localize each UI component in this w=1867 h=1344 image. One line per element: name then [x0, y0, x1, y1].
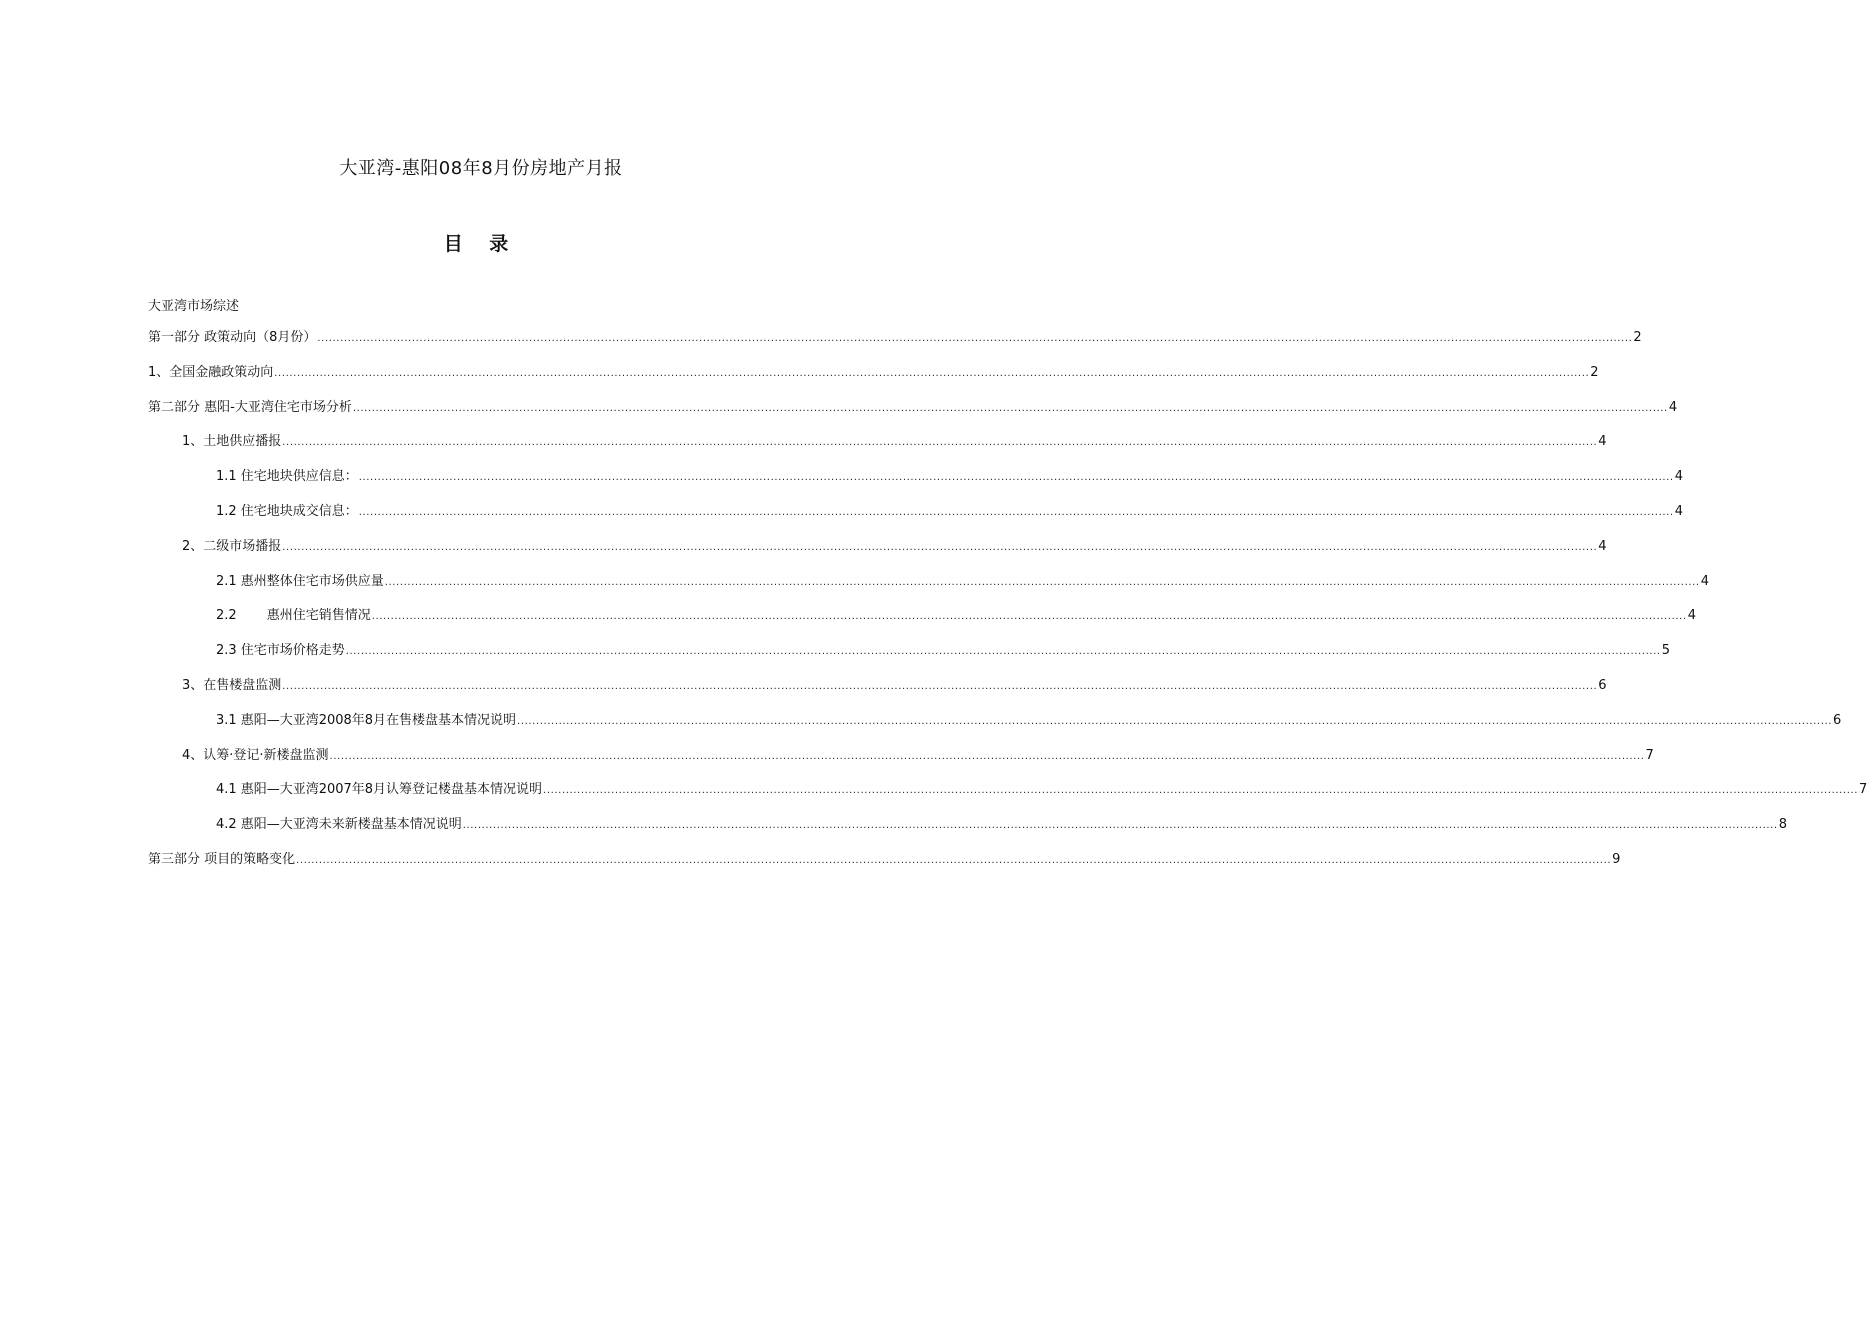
toc-dot-leader: ............................................................................................................................................................................................................................................................................................................................................................ [358, 506, 1674, 518]
toc-entry-label: 惠州住宅销售情况 [266, 608, 371, 624]
toc-entry[interactable] [216, 815, 1787, 850]
toc-page-number: 4 [1598, 434, 1607, 450]
toc-entry-label: 1、全国金融政策动向 [148, 364, 274, 380]
toc-entry-title [148, 850, 295, 870]
toc-entry[interactable] [216, 467, 1683, 502]
toc-entry-label: 惠阳—大亚湾2007年8月认筹登记楼盘基本情况说明 [240, 782, 543, 798]
toc-entry-label: 1、土地供应播报 [182, 434, 282, 450]
toc-entry-title [216, 780, 542, 800]
toc-dot-leader: ............................................................................................................................................................................................................................................................................................................................................................ [296, 854, 1612, 866]
toc-page-number: 4 [1668, 399, 1678, 415]
toc-page-number: 6 [1833, 712, 1842, 728]
toc-dot-leader: ............................................................................................................................................................................................................................................................................................................................................................ [329, 750, 1645, 762]
toc-entry-title [216, 606, 371, 626]
toc-dot-leader: ............................................................................................................................................................................................................................................................................................................................................................ [358, 472, 1674, 484]
toc-entry[interactable] [182, 432, 1607, 467]
toc-dot-leader: ............................................................................................................................................................................................................................................................................................................................................................ [282, 680, 1598, 692]
toc-heading: 目 录 [443, 233, 519, 255]
toc-entry-title [182, 746, 329, 766]
toc-page-number: 7 [1859, 782, 1867, 798]
toc-entry-label: 2、二级市场播报 [182, 538, 282, 554]
toc-dot-leader: ............................................................................................................................................................................................................................................................................................................................................................ [317, 333, 1633, 344]
toc-page-number: 6 [1598, 677, 1607, 693]
toc-page-number: 8 [1778, 817, 1787, 833]
toc-entry-title [148, 328, 316, 348]
toc-entry-label: 住宅地块成交信息： [240, 503, 358, 519]
toc-page-number: 2 [1633, 330, 1642, 345]
toc-entry-number: 2.1 [216, 573, 237, 589]
toc-dot-leader: ............................................................................................................................................................................................................................................................................................................................................................ [352, 402, 1668, 414]
table-of-contents [0, 328, 1867, 885]
toc-dot-leader: ............................................................................................................................................................................................................................................................................................................................................................ [282, 437, 1598, 449]
toc-entry-title [182, 676, 281, 696]
toc-entry-label: 惠阳—大亚湾未来新楼盘基本情况说明 [240, 817, 462, 833]
toc-entry-title [216, 502, 358, 522]
toc-entry-number: 4.2 [216, 817, 237, 833]
toc-entry-number: 2.3 [216, 643, 237, 659]
toc-entry-label: 惠阳—大亚湾2008年8月在售楼盘基本情况说明 [240, 712, 517, 728]
toc-page-number: 4 [1687, 608, 1696, 624]
toc-page-number: 4 [1700, 573, 1709, 589]
toc-dot-leader: ............................................................................................................................................................................................................................................................................................................................................................ [282, 541, 1598, 553]
toc-page-number: 5 [1661, 643, 1670, 659]
toc-entry-title [216, 641, 345, 661]
toc-entry[interactable] [148, 328, 1642, 363]
toc-dot-leader: ............................................................................................................................................................................................................................................................................................................................................................ [345, 646, 1661, 658]
toc-entry-title [148, 363, 273, 383]
toc-dot-leader: ............................................................................................................................................................................................................................................................................................................................................................ [543, 785, 1859, 797]
toc-dot-leader: ............................................................................................................................................................................................................................................................................................................................................................ [462, 820, 1778, 832]
toc-entry-title [182, 432, 281, 452]
toc-entry-title [216, 467, 358, 487]
toc-page-number: 2 [1590, 364, 1599, 380]
toc-dot-leader: ............................................................................................................................................................................................................................................................................................................................................................ [517, 715, 1833, 727]
toc-entry-number: 2.2 [216, 608, 237, 624]
toc-entry-label: 第三部分 项目的策略变化 [148, 851, 296, 867]
toc-entry-title [216, 815, 462, 835]
toc-entry-title [148, 398, 352, 418]
toc-intro-line: 大亚湾市场综述 [148, 299, 240, 314]
toc-page-number: 4 [1674, 503, 1683, 519]
toc-entry[interactable] [182, 537, 1607, 572]
toc-entry-label: 3、在售楼盘监测 [182, 677, 282, 693]
toc-dot-leader: ............................................................................................................................................................................................................................................................................................................................................................ [371, 611, 1687, 623]
document-title: 大亚湾-惠阳08年8月份房地产月报 [339, 158, 623, 179]
toc-entry[interactable] [216, 606, 1696, 641]
toc-entry-title [216, 711, 516, 731]
toc-entry-title [182, 537, 281, 557]
toc-entry-label: 第二部分 惠阳-大亚湾住宅市场分析 [148, 399, 352, 415]
toc-entry[interactable] [216, 572, 1709, 607]
toc-entry-number: 1.2 [216, 503, 237, 519]
toc-entry[interactable] [148, 398, 1678, 433]
toc-entry-title [216, 572, 384, 592]
toc-entry[interactable] [148, 363, 1599, 398]
toc-entry[interactable] [182, 746, 1654, 781]
toc-entry[interactable] [216, 641, 1670, 676]
toc-entry[interactable] [216, 780, 1867, 815]
toc-entry[interactable] [216, 711, 1842, 746]
toc-dot-leader: ............................................................................................................................................................................................................................................................................................................................................................ [384, 576, 1700, 588]
toc-page-number: 7 [1645, 747, 1654, 763]
toc-dot-leader: ............................................................................................................................................................................................................................................................................................................................................................ [274, 367, 1590, 379]
toc-entry-number: 1.1 [216, 469, 237, 485]
toc-entry[interactable] [216, 502, 1683, 537]
toc-page-number: 9 [1612, 851, 1621, 867]
toc-entry-label: 第一部分 政策动向（8月份） [148, 330, 317, 345]
toc-entry-label: 4、认筹·登记·新楼盘监测 [182, 747, 329, 763]
toc-entry-number: 4.1 [216, 782, 237, 798]
toc-entry-label: 住宅市场价格走势 [240, 643, 345, 659]
toc-entry[interactable] [148, 850, 1621, 885]
toc-entry-label: 住宅地块供应信息： [240, 469, 358, 485]
toc-entry-label: 惠州整体住宅市场供应量 [240, 573, 384, 589]
toc-page-number: 4 [1674, 469, 1683, 485]
toc-entry-number: 3.1 [216, 712, 237, 728]
toc-page-number: 4 [1598, 538, 1607, 554]
toc-entry[interactable] [182, 676, 1607, 711]
